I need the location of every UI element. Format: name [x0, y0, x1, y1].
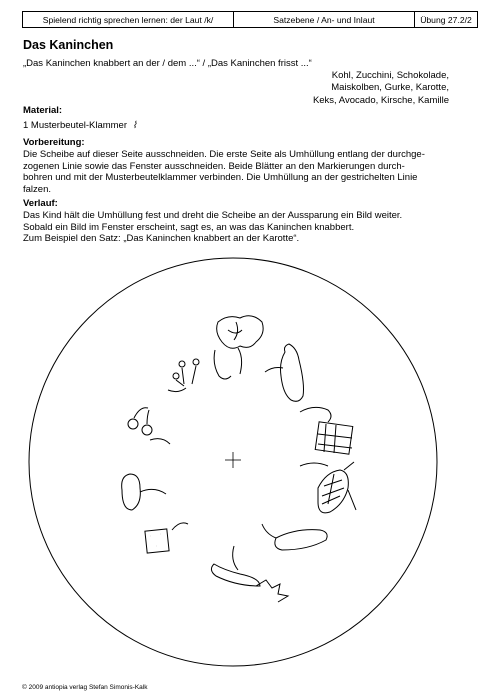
- material-text: 1 Musterbeutel-Klammer ⌇: [23, 119, 137, 131]
- preparation-line: zogenen Linie sowie das Fenster ausschneiden. Beide Blätter an den Markierungen durch-: [23, 160, 405, 172]
- preparation-line: bohren und mit der Musterbeutelklammer verbinden. Die Umhüllung an der gestrichelten Linie: [23, 172, 418, 184]
- procedure-line: Sobald ein Bild im Fenster erscheint, sagt es, an was das Kaninchen knabbert.: [23, 221, 355, 233]
- page-title: Das Kaninchen: [23, 38, 114, 52]
- cookie-drawing: [145, 523, 188, 553]
- header-series: Spielend richtig sprechen lernen: der Laut /k/: [23, 12, 234, 27]
- carrot-drawing: [211, 546, 288, 602]
- cherry-drawing: [128, 408, 170, 444]
- word-line: Maiskolben, Gurke, Karotte,: [331, 82, 449, 94]
- sentence-pattern: „Das Kaninchen knabbert an der / dem ...“ / „Das Kaninchen frisst ...“: [23, 58, 312, 69]
- header-level: Satzebene / An- und Inlaut: [234, 12, 415, 27]
- preparation-line: Die Scheibe auf dieser Seite ausschneiden. Die erste Seite als Umhüllung entlang der durchge-: [23, 148, 425, 160]
- copyright-footer: © 2009 antiopia verlag Stefan Simonis-Kalk: [22, 684, 148, 691]
- cucumber-drawing: [262, 524, 327, 550]
- cabbage-drawing: [214, 316, 263, 379]
- word-line: Kohl, Zucchini, Schokolade,: [331, 70, 449, 81]
- preparation-line: falzen.: [23, 184, 51, 196]
- material-heading: Material:: [23, 105, 63, 116]
- procedure-line: Zum Beispiel den Satz: „Das Kaninchen knabbert an der Karotte“.: [23, 233, 300, 245]
- word-line: Keks, Avocado, Kirsche, Kamille: [312, 94, 449, 106]
- corn-drawing: [300, 462, 356, 513]
- clip-icon: ⌇: [129, 119, 137, 131]
- preparation-heading: Vorbereitung:: [23, 137, 85, 148]
- header-exercise: Übung 27.2/2: [420, 14, 472, 25]
- avocado-drawing: [122, 474, 166, 510]
- zucchini-drawing: [265, 344, 304, 401]
- chamomile-drawing: [168, 359, 199, 392]
- procedure-line: Das Kind hält die Umhüllung fest und dreht die Scheibe an der Aussparung ein Bild weiter.: [23, 209, 403, 221]
- procedure-heading: Verlauf:: [23, 198, 58, 209]
- center-mark: [225, 452, 241, 468]
- chocolate-drawing: [300, 407, 353, 454]
